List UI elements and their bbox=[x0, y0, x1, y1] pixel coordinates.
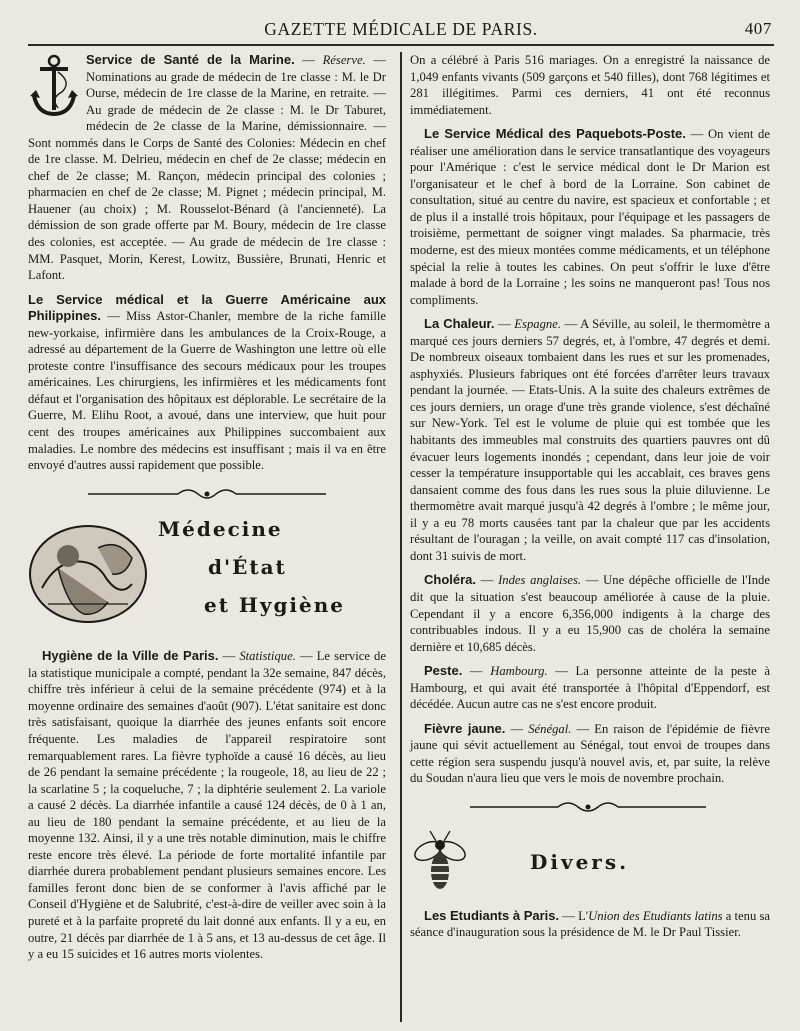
article-etudiants bbox=[410, 908, 770, 941]
ornamental-rule bbox=[28, 486, 386, 502]
right-column bbox=[408, 52, 770, 1028]
article-marine: Service de Santé de la Marine. — Réserve. — Nominations au grade de médecin de 1re classe : M. le Dr Ourse, médecin de 1re classe de la Marine, en retraite. — Au grade de médecin de 2e classe : M. le Dr Taburet, médecin de 2e classe de la Marine, démissionnaire. — Sont nommés dans le Corps de Santé des Colonies: Médecin en chef de 1re classe. M. Delrieu, médecin en chef de 2e classe; médecin en chef de 2e classe; M. Rançon, médecin principal des colonies ; pharmacien en chef de 2e classe; M. Pignet ; médecin principal, M. Hauener (au choix) ; M. Rousselot-Bénard (à l'ancienneté). La démission de son grade offerte par M. Boury, médecin de 1re classe des colonies, est acceptée. — Au grade de médecin de 1re classe : MM. Pasquet, Morin, Kerest, Lowitz, Bussière, Brunati, Henric et Lafont. bbox=[28, 52, 386, 283]
divers-title: Divers. bbox=[530, 850, 630, 875]
heading-fievre: Fièvre jaune. bbox=[424, 720, 506, 736]
heading-marine: Service de Santé de la Marine. bbox=[86, 52, 295, 67]
article-guerre bbox=[28, 292, 386, 474]
sub-marine: Réserve. bbox=[322, 53, 366, 67]
section-heading-block bbox=[28, 510, 386, 642]
article-peste: Peste. — Hambourg. — La personne atteinte de la peste à Hambourg, et qui avait été transportée à l'hôpital d'Eppendorf, est décédée. Aucun autre cas ne s'est encore produit. bbox=[410, 663, 770, 712]
text-peste: — La personne atteinte de la peste à Hambourg, et qui avait été transportée à l'hôpital d'Eppendorf, est décédée. Aucun autre cas ne s'est encore produit. bbox=[410, 664, 770, 712]
text-guerre: — Miss Astor-Chanler, membre de la riche famille new-yorkaise, infirmière dans les ambulances de la Croix-Rouge, a adressé au département de la Guerre de Washington une lettre où elle proteste contre l'insuffisance des secours médicaux pour les troupes américaines. Les chirurgiens, les infirmières et les médicaments font défaut et l'organisation des hôpitaux est déplorable. Le secrétaire de la Guerre, M. Elihu Root, a avoué, dans une interview, que huit pour cent des troupes américaines aux Philippines succombaient aux maladies. Le nombre des médecins est insuffisant ; mais il va en être envoyé d'autres aussi rapidement que possible. bbox=[28, 309, 386, 473]
left-column bbox=[28, 52, 394, 1028]
text-cholera: — Une dépêche officielle de l'Inde dit que la situation s'est beaucoup améliorée à cause de la pluie. Cependant il y a encore 6,356,000 indigents à la charge des contribuables indous. Il y a eu 15,900 cas de choléra la semaine dernière et 10,685 décès. bbox=[410, 573, 770, 654]
heading-peste: Peste. bbox=[424, 663, 463, 679]
article-paquebots bbox=[410, 126, 770, 308]
section-title-line1: Médecine bbox=[158, 517, 283, 542]
text-etudiants-a: — L' bbox=[562, 908, 589, 923]
text-paquebots: — On vient de réaliser une amélioration dans le service transatlantique des voyageurs pour l'Amérique : c'est le service médical dont le Dr Marion est l'organisateur et le chef à bord de la Lorraine. Son cabinet de consultation, situé au centre du navire, est spacieux et confortable ; et de plus il a installé trois hôpitaux, pour l'équipage et les passagers de troisième, permettant de soigner vingt malades. Sa pharmacie, très moderne, est des mieux montées comme médicaments, et un téléphone spécial la relie à toutes les cabines. On peut s'offrir le luxe d'être malade à bord de la Lorraine ; les soins ne manqueront pas! Tous nos compliments. bbox=[410, 127, 770, 307]
section-title bbox=[148, 510, 386, 642]
heading-chaleur: La Chaleur. bbox=[424, 316, 495, 332]
article-mariages bbox=[410, 52, 770, 118]
column-divider bbox=[400, 52, 402, 1022]
text-etudiants-italic: Union des Etudiants latins bbox=[588, 908, 723, 923]
article-hygiene: Hygiène de la Ville de Paris. — Statistique. — Le service de la statistique municipale a compté, pendant la 32e semaine, 847 décès, chiffre très inférieur à celui de la semaine précédente (974) et à la moyenne ordinaire des semaines d'août (907). L'état sanitaire est donc très satisfaisant, quoique la diarrhée des jeunes enfants soit encore fréquente. Les maladies de l'appareil respiratoire sont remarquablement rares. La fièvre typhoïde a causé 16 décès, au lieu de 26 pendant la semaine précédente ; la rougeole, 18, au lieu de 22 ; la scarlatine 5 ; la coqueluche, 7 ; la diphtérie seulement 2. La variole a causé 2 décès. La diarrhée infantile a causé 124 décès, de 0 à 1 an, au lieu de 180 pendant la semaine précédente, et au lieu de la moyenne 132. Ainsi, il y a une très notable diminution, mais le chiffre reste encore très élevé. La période de forte mortalité infantile par diarrhée durera probablement pendant plusieurs semaines encore. Les familles feront donc bien de se conformer à l'avis affiché par le Conseil d'Hygiène et de Salubrité, c'est-à-dire de veiller avec soin à la pureté et à la parfaite propreté du lait donné aux enfants. Il y a eu, en outre, 21 décès par diarrhée de 1 à 5 ans, et 13 au-dessus de cet âge. Il y a eu 15 suicides et 16 autres morts violentes. bbox=[28, 648, 386, 962]
section-title-line2: d'État bbox=[208, 555, 287, 580]
text-marine: — Nominations au grade de médecin de 1re classe : M. le Dr Ourse, médecin de 1re classe de la Marine, en retraite. — Au grade de médecin de 2e classe : M. le Dr Taburet, médecin de 2e classe de la Marine, démissionnaire. — Sont nommés dans le Corps de Santé des Colonies: Médecin en chef de 1re classe. M. Delrieu, médecin en chef de 2e classe; médecin en chef de 2e classe; M. Rançon, médecin principal des colonies ; pharmacien en chef de 2e classe; M. Pignet ; médecin principal, M. Hauener (au choix) ; M. Rousselot-Bénard (à l'ancienneté). La démission de son grade offerte par M. Boury, médecin de 1re classe des colonies, est acceptée. — Au grade de médecin de 1re classe : MM. Pasquet, Morin, Kerest, Lowitz, Bussière, Brunati, Henric et Lafont. bbox=[28, 53, 386, 283]
text-mariages: On a célébré à Paris 516 mariages. On a enregistré la naissance de 1,049 enfants vivants (509 garçons et 540 filles), dont 768 légitimes et 281 illégitimes. Parmi ces derniers, 41 ont été reconnus immédiatement. bbox=[410, 53, 770, 117]
columns bbox=[28, 52, 774, 1028]
section-title-line3: et Hygiène bbox=[204, 593, 346, 618]
text-etudiants-b: a tenu sa séance d'inauguration sous la présidence de M. le Dr Paul Tissier. bbox=[410, 908, 770, 940]
bee-icon bbox=[410, 829, 470, 897]
sub-hygiene: Statistique. bbox=[239, 649, 296, 664]
divers-heading-block bbox=[410, 824, 770, 902]
heading-etudiants: Les Etudiants à Paris. bbox=[424, 907, 560, 923]
article-fievre: Fièvre jaune. — Sénégal. — En raison de l'épidémie de fièvre jaune qui sévit actuellement au Sénégal, tout envoi de troupes dans cette région sera suspendu jusqu'à nouvel avis, et, par suite, la relève du Soudan n'aura lieu que vers le mois de novembre prochain. bbox=[410, 720, 770, 786]
text-chaleur: — A Séville, au soleil, le thermomètre a marqué ces jours derniers 57 degrés, et, à l'ombre, 47 degrés et demi. De nombreux oiseaux tombaient dans les rues et sur les promenades, asphyxiés. Plusieurs fabriques ont été forcées d'arrêter leurs travaux pendant la journée. — Etats-Unis. A la suite des chaleurs extrêmes de ces jours derniers, un orage d'une très grande violence, s'est déchaîné sur New-York. Tel est le volume de pluie qui est tombée que les habitants des immeubles mal construits des quartiers pauvres ont dû évacuer leurs logements inondés ; cependant, dans leur joie de voir cesser la température insupportable qui les accablait, ces braves gens dansaient comme des fous dans les rues sous la pluie diluvienne. Le thermomètre avait marqué jusqu'à 42 degrés à l'ombre ; le même jour, il y a eu 78 morts causées tant par la chaleur que par les accidents résultant de l'ouragan ; la veille, on avait compté 117 cas d'insolation, dont 31 suivis de mort. bbox=[410, 317, 770, 563]
text-hygiene: — Le service de la statistique municipale a compté, pendant la 32e semaine, 847 décès, chiffre très inférieur à celui de la semaine précédente (974) et à la moyenne ordinaire des semaines d'août (907). L'état sanitaire est donc très satisfaisant, quoique la diarrhée des jeunes enfants soit encore fréquente. Les maladies de l'appareil respiratoire sont remarquablement rares. La fièvre typhoïde a causé 16 décès, au lieu de 26 pendant la semaine précédente ; la rougeole, 18, au lieu de 22 ; la scarlatine 5 ; la coqueluche, 7 ; la diphtérie seulement 2. La variole a causé 2 décès. La diarrhée infantile a causé 124 décès, de 0 à 1 an, au lieu de 180 pendant la semaine précédente, et au lieu de la moyenne 132. Ainsi, il y a une très notable diminution, mais le chiffre reste encore très élevé. La période de forte mortalité infantile par diarrhée durera probablement pendant plusieurs semaines encore. Les familles feront donc bien de se conformer à l'avis affiché par le Conseil d'Hygiène et de Salubrité, c'est-à-dire de veiller avec soin à la pureté et à la parfaite propreté du lait donné aux enfants. Il y a eu, en outre, 21 décès par diarrhée de 1 à 5 ans, et 13 au-dessus de cet âge. Il y a eu 15 suicides et 16 autres morts violentes. bbox=[28, 649, 386, 962]
sub-chaleur: Espagne. bbox=[514, 317, 561, 332]
text-fievre: — En raison de l'épidémie de fièvre jaune qui sévit actuellement au Sénégal, tout envoi de troupes dans cette région sera suspendu jusqu'à nouvel avis, et, par suite, la relève du Soudan n'aura lieu que vers le mois de novembre prochain. bbox=[410, 721, 770, 786]
heading-cholera: Choléra. bbox=[424, 572, 477, 588]
journal-title: GAZETTE MÉDICALE DE PARIS. bbox=[264, 19, 538, 39]
heading-paquebots: Le Service Médical des Paquebots-Poste. bbox=[424, 126, 686, 142]
engraving-illustration bbox=[28, 518, 148, 628]
page-header bbox=[28, 14, 774, 44]
article-chaleur: La Chaleur. — Espagne. — A Séville, au soleil, le thermomètre a marqué ces jours derniers 57 degrés, et, à l'ombre, 47 degrés et demi. De nombreux oiseaux tombaient dans les rues et sur les promenades, asphyxiés. Plusieurs fabriques ont été forcées d'arrêter leurs travaux pendant la journée. — Etats-Unis. A la suite des chaleurs extrêmes de ces jours derniers, un orage d'une très grande violence, s'est déchaîné sur New-York. Tel est le volume de pluie qui est tombée que les habitants des immeubles mal construits des quartiers pauvres ont dû évacuer leurs logements inondés ; cependant, dans leur joie de voir cesser la température insupportable qui les accablait, ces braves gens dansaient comme des fous dans les rues sous la pluie diluvienne. Le thermomètre avait marqué jusqu'à 42 degrés à l'ombre ; le même jour, il y a eu 78 morts causées tant par la chaleur que par les accidents résultant de l'ouragan ; la veille, on avait compté 117 cas d'insolation, dont 31 suivis de mort. bbox=[410, 316, 770, 563]
ornamental-rule-right bbox=[410, 799, 766, 815]
header-rule bbox=[28, 44, 774, 46]
heading-hygiene: Hygiène de la Ville de Paris. bbox=[42, 648, 219, 664]
sub-peste: Hambourg. bbox=[490, 664, 548, 679]
anchor-icon bbox=[28, 52, 80, 120]
heading-guerre: Le Service médical et la Guerre Américaine aux Philippines. bbox=[28, 291, 386, 324]
sub-fievre: Sénégal. bbox=[528, 721, 572, 736]
page-number: 407 bbox=[744, 19, 772, 38]
sub-cholera: Indes anglaises. bbox=[498, 573, 582, 588]
article-cholera: Choléra. — Indes anglaises. — Une dépêche officielle de l'Inde dit que la situation s'est beaucoup améliorée à cause de la pluie. Cependant il y a encore 6,356,000 indigents à la charge des contribuables indous. Il y a eu 15,900 cas de choléra la semaine dernière et 10,685 décès. bbox=[410, 572, 770, 654]
